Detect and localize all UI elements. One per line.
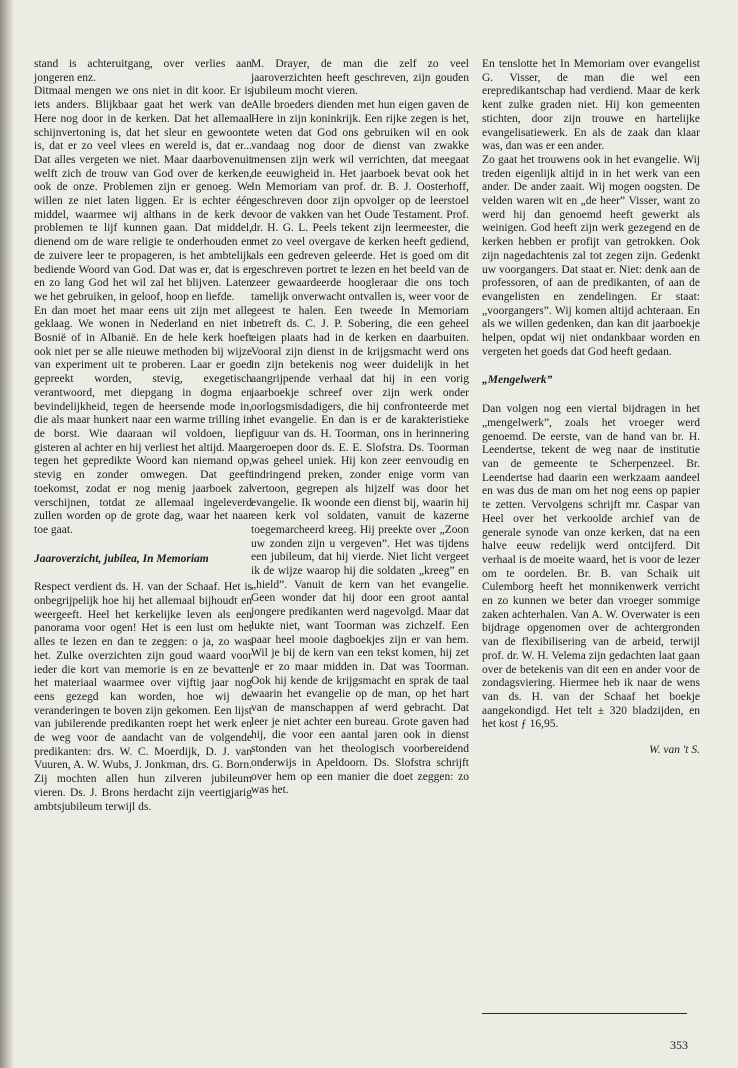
paragraph: En tenslotte het In Memoriam over evangelist G. Visser, de man die wel een erepredikantschap had verdiend. Maar de kerk kent zulke graden niet. Hij kon gemeenten stichten, door zijn trouwe en hartelijke evangelisatiewerk. En als de zaak dan klaar was, dan was er een ander. [482, 58, 700, 153]
book-spine-shadow [0, 0, 14, 1068]
section-heading-mengelwerk: „Mengelwerk” [482, 374, 553, 387]
author-signature: W. van 't S. [649, 744, 700, 757]
paragraph: M. Drayer, de man die zelf zo veel jaaroverzichten heeft geschreven, zijn gouden jubileum mocht vieren. [251, 58, 469, 98]
column-right [482, 58, 700, 758]
paragraph: Respect verdient ds. H. van der Schaaf. Het is onbegrijpelijk hoe hij het allemaal bijhoudt en weergeeft. Heel het kerkelijke leven als een panorama voor ogen! Het is een lust om het alles te lezen en dan te zeggen: o ja, zo was het. Zulke overzichten zijn goud waard voor ieder die kort van memorie is en ze bevatten het materiaal waarmee over vijftig jaar nog eens gezegd kan worden, hoe wij de veranderingen te boven zijn gekomen. Een lijst van jubilerende predikanten roept het werk en de weg voor de aandacht van de volgende predikanten: drs. W. C. Moerdijk, D. J. van Vuuren, A. W. Wubs, J. Jonkman, drs. G. Born. Zij mochten allen hun zilveren jubileum vieren. Ds. J. Brons herdacht zijn veertigjarig ambtsjubileum terwijl ds. [34, 581, 252, 813]
column-middle [251, 58, 469, 798]
section-heading-jaaroverzicht: Jaaroverzicht, jubilea, In Memoriam [34, 552, 209, 565]
paragraph: stand is achteruitgang, over verlies aan jongeren enz. [34, 58, 252, 84]
paragraph: Ditmaal mengen we ons niet in dit koor. Er is iets anders. Blijkbaar gaat het werk van de Here nog door in de kerken. Dat het allemaal schijnvertoning is, dat het sleur en gewoonte is, dat er zo veel vlees en wereld is, dat er... Dat alles vergeten we niet. Maar daarbovenuit welft zich de trouw van God over de kerken, ook de onze. Problemen zijn er genoeg. We willen ze niet laten liggen. Er is echter één middel, waarmee wij althans in de kerk de problemen te lijf kunnen gaan. Dat middel, dienend om de ware religie te onderhouden en de zuivere leer te propageren, is het ambtelijk bediende Woord van God. Dat was er, dat is er en zo lang God het wil zal het blijven. Laten we het gebruiken, in geloof, hoop en liefde. [34, 85, 252, 303]
page-number: 353 [670, 1038, 688, 1052]
paragraph: En dan moet het maar eens uit zijn met alle geklaag. We wonen in Nederland en niet in Bosnië of in Albanië. En de hele kerk hoeft ook niet per se alle nieuwe methoden bij wijze van experiment uit te proberen. Laar er goed gepreekt worden, stevig, exegetisch verantwoord, met diepgang in dogma en bevindelijkheid, tegen de heersende mode in, die als maar hunkert naar een warme trilling in de borst. Wie daaraan wil voldoen, liep gisteren al achter en hij verliest het altijd. Maar tegen het gepredikte Woord kan niemand op, stevig en zonder omwegen. Dat geeft toekomst, zodat er nog menig jaarboek zal verschijnen, totdat ze allemaal ingeleverd zullen worden op de grote dag, waar het naar toe gaat. [34, 304, 252, 536]
paragraph: Zo gaat het trouwens ook in het evangelie. Wij treden eigenlijk altijd in in het werk van een ander. De ander zaait. Wij mogen oogsten. De velden waren wit en „de heer” Visser, want zo werd hij dan genoemd heeft gewerkt als weinigen. God heeft zijn werk gezegend en de kerken hebben er profijt van getrokken. Ook zijn nagedachtenis zal tot zegen zijn. Gedenkt uw voorgangers. Dat staat er. Niet: denk aan de professoren, of aan de predikanten, of aan de evangelisten en zendelingen. Er staat: „voorgangers”. Wij komen altijd achteraan. En als we willen gedenken, dan kan dit jaarboekje helpen, opdat wij niet ondankbaar worden en vergeten het goeds dat God heeft gedaan. [482, 153, 700, 358]
paragraph: Alle broeders dienden met hun eigen gaven de Here in zijn koninkrijk. Een rijke zegen is het, te weten dat God ons gebruiken wil en ook vandaag nog door de dienst van zwakke mensen zijn werk wil verrichten, dat meegaat de eeuwigheid in. Het jaarboek bevat ook het In Memoriam van prof. dr. B. J. Oosterhoff, geschreven door zijn opvolger op de leerstoel voor de vakken van het Oude Testament. Prof. dr. H. G. L. Peels tekent zijn leermeester, die met zo veel overgave de kerken heeft gediend, als een gedreven geleerde. Het is goed om dit geschreven portret te lezen en het beeld van de zeer gewaardeerde hoogleraar die ons toch tamelijk onverwacht ontvallen is, weer voor de geest te halen. Een tweede In Memoriam betreft ds. C. J. P. Sobering, die een geheel eigen plaats had in de kerken en daarbuiten. Vooral zijn dienst in de krijgsmacht werd ons in zijn betekenis nog weer duidelijk in het aangrijpende verhaal dat hij in een vorig jaarboekje schreef over zijn werk onder oorlogsmisdadigers, die hij confronteerde met het evangelie. En dan is er de karakteristieke figuur van ds. H. Toorman, ons in herinnering geroepen door ds. E. E. Slofstra. Ds. Toorman was geheel uniek. Hij kon zeer eenvoudig en indringend preken, zonder enige vorm van vertoon, gegrepen als hijzelf was door het evangelie. Ik woonde een dienst bij, waarin hij een kerk vol soldaten, vanuit de kazerne toegemarcheerd kreeg. Hij preekte over „Zoon uw zonden zijn u vergeven”. Het was tijdens een jubileum, dat hij vierde. Niet licht vergeet ik de wijze waarop hij die soldaten „kreeg” en „hield”. Vanuit de kern van het evangelie. Geen wonder dat hij door een groot aantal jongere predikanten werd nagevolgd. Maar dat lukte niet, want Toorman was zichzelf. Een paar heel mooie dagboekjes zijn er van hem. Wil je bij de kern van een tekst komen, hij zet je er zo maar midden in. Dat was Toorman. Ook hij kende de krijgsmacht en sprak de taal waarin het evangelie op de man, op het hart van de manschappen af werd gebracht. Dat leer je niet achter een bureau. Grote gaven had hij, die voor een aantal jaren ook in dienst stonden van het theologisch voorbereidend onderwijs in Apeldoorn. Ds. Slofstra schrijft over hem op een manier die doet zeggen: zo was het. [251, 99, 469, 797]
footer-rule [482, 1013, 687, 1014]
column-left [34, 58, 252, 814]
paragraph: Dan volgen nog een viertal bijdragen in het „mengelwerk”, zoals het vroeger werd genoemd. De eerste, van de hand van br. H. Leendertse, tekent de weg naar de institutie van de gemeente te Scherpenzeel. Br. Leendertse had daarin een werkzaam aandeel en was dus de man om het nog eens op papier te zetten. Vervolgens schrijft mr. Caspar van Heel over het verkoolde archief van de generale synode van onze kerken, dat na een halve eeuw redelijk werd ontcijferd. Dit verhaal is de moeite waard, het is voor de lezer om te oordelen. Br. B. van Schaik uit Culemborg heeft het monnikenwerk verricht en zo kunnen we beter dan vroeger sommige zaken achterhalen. Van A. W. Overwater is een bijdrage opgenomen over de achtergronden van de flexibilisering van de arbeid, terwijl prof. dr. W. H. Velema zijn gedachten laat gaan over de betekenis van dit een en ander voor de zondagsviering. Hiermee heb ik naar de wens van ds. H. van der Schaaf het boekje aangekondigd. Het telt ± 320 bladzijden, en het kost ƒ 16,95. [482, 403, 700, 731]
